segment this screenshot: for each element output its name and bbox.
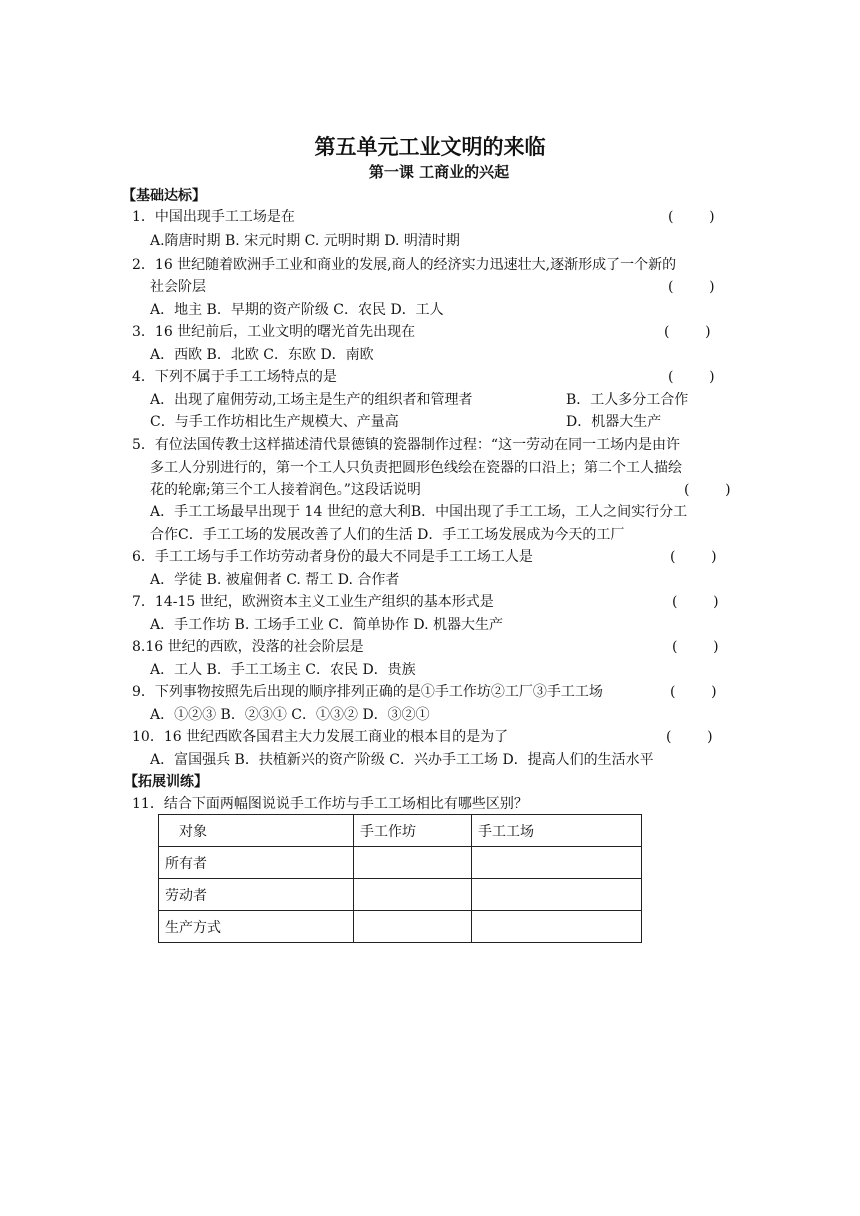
q5-options-1: A．手工工场最早出现于 14 世纪的意大利B．中国出现了手工工场，工人之间实行分工 xyxy=(150,504,688,520)
q5-answer-blank: ( ) xyxy=(684,482,731,498)
q7-options: A．手工作坊 B. 工场手工业 C．简单协作 D. 机器大生产 xyxy=(150,617,503,633)
q5-line-2: 多工人分别进行的，第一个工人只负责把圆形色线绘在瓷器的口沿上；第二个工人描绘 xyxy=(150,460,682,476)
section-basic: 【基础达标】 xyxy=(122,188,206,204)
q10-options: A．富国强兵 B．扶植新兴的资产阶级 C．兴办手工工场 D．提高人们的生活水平 xyxy=(150,752,654,768)
q2-answer-blank: ( ) xyxy=(668,279,715,295)
q6-options: A．学徒 B. 被雇佣者 C. 帮工 D. 合作者 xyxy=(150,572,400,588)
page-title: 第五单元工业文明的来临 xyxy=(314,135,546,159)
q5-line-1: 5．有位法国传教士这样描述清代景德镇的瓷器制作过程：“这一劳动在同一工场内是由许 xyxy=(132,437,681,453)
q4-option-b: B．工人多分工合作 xyxy=(566,392,689,408)
q3-answer-blank: ( ) xyxy=(664,324,711,340)
q3-stem: 3．16 世纪前后，工业文明的曙光首先出现在 xyxy=(132,324,416,340)
q4-option-a: A．出现了雇佣劳动,工场主是生产的组织者和管理者 xyxy=(150,392,473,408)
q8-options: A．工人 B．手工工场主 C．农民 D．贵族 xyxy=(150,662,416,678)
q10-stem: 10．16 世纪西欧各国君主大力发展工商业的根本目的是为了 xyxy=(132,729,509,745)
q5-line-3: 花的轮廓;第三个工人接着润色。”这段话说明 xyxy=(150,482,421,498)
q3-options: A．西欧 B．北欧 C．东欧 D．南欧 xyxy=(150,347,374,363)
q4-stem: 4．下列不属于手工工场特点的是 xyxy=(132,369,337,385)
row-label-production-method: 生产方式 xyxy=(159,911,354,943)
q7-answer-blank: ( ) xyxy=(672,594,719,610)
q2-stem-cont: 社会阶层 xyxy=(150,279,206,295)
header-manufactory: 手工工场 xyxy=(472,815,642,847)
cell-blank xyxy=(354,879,472,911)
q1-stem: 1．中国出现手工工场是在 xyxy=(132,209,295,225)
cell-blank xyxy=(472,911,642,943)
q5-options-2: 合作C．手工工场的发展改善了人们的生活 D．手工工场发展成为今天的工厂 xyxy=(150,527,625,543)
q11-stem: 11．结合下面两幅图说说手工作坊与手工工场相比有哪些区别？ xyxy=(132,796,528,812)
q10-answer-blank: ( ) xyxy=(666,729,713,745)
q6-answer-blank: ( ) xyxy=(670,549,717,565)
row-label-laborer: 劳动者 xyxy=(159,879,354,911)
q1-answer-blank: ( ) xyxy=(668,209,715,225)
q9-options: A．①②③ B．②③① C．①③② D．③②① xyxy=(150,707,430,723)
q9-stem: 9．下列事物按照先后出现的顺序排列正确的是①手工作坊②工厂③手工工场 xyxy=(132,684,603,700)
q8-answer-blank: ( ) xyxy=(672,639,719,655)
q2-stem: 2．16 世纪随着欧洲手工业和商业的发展,商人的经济实力迅速壮大,逐渐形成了一个新的 xyxy=(132,257,677,273)
q4-answer-blank: ( ) xyxy=(668,369,715,385)
q7-stem: 7．14-15 世纪，欧洲资本主义工业生产组织的基本形式是 xyxy=(132,594,494,610)
q8-stem: 8.16 世纪的西欧，没落的社会阶层是 xyxy=(132,639,364,655)
q4-option-c: C．与手工作坊相比生产规模大、产量高 xyxy=(150,414,399,430)
cell-blank xyxy=(354,911,472,943)
table-row xyxy=(159,911,642,943)
lesson-subtitle: 第一课 工商业的兴起 xyxy=(368,163,510,181)
table-row xyxy=(159,879,642,911)
row-label-owner: 所有者 xyxy=(159,847,354,879)
section-extended: 【拓展训练】 xyxy=(124,774,208,790)
cell-blank xyxy=(472,847,642,879)
comparison-table xyxy=(158,814,642,943)
table-row xyxy=(159,847,642,879)
cell-blank xyxy=(354,847,472,879)
header-workshop: 手工作坊 xyxy=(354,815,472,847)
cell-blank xyxy=(472,879,642,911)
q6-stem: 6．手工工场与手工作坊劳动者身份的最大不同是手工工场工人是 xyxy=(132,549,533,565)
q9-answer-blank: ( ) xyxy=(670,684,717,700)
header-object: 对象 xyxy=(159,815,354,847)
table-header-row xyxy=(159,815,642,847)
q2-options: A．地主 B．早期的资产阶级 C．农民 D．工人 xyxy=(150,302,444,318)
q1-options: A.隋唐时期 B. 宋元时期 C. 元明时期 D. 明清时期 xyxy=(150,233,460,249)
q4-option-d: D．机器大生产 xyxy=(566,414,662,430)
